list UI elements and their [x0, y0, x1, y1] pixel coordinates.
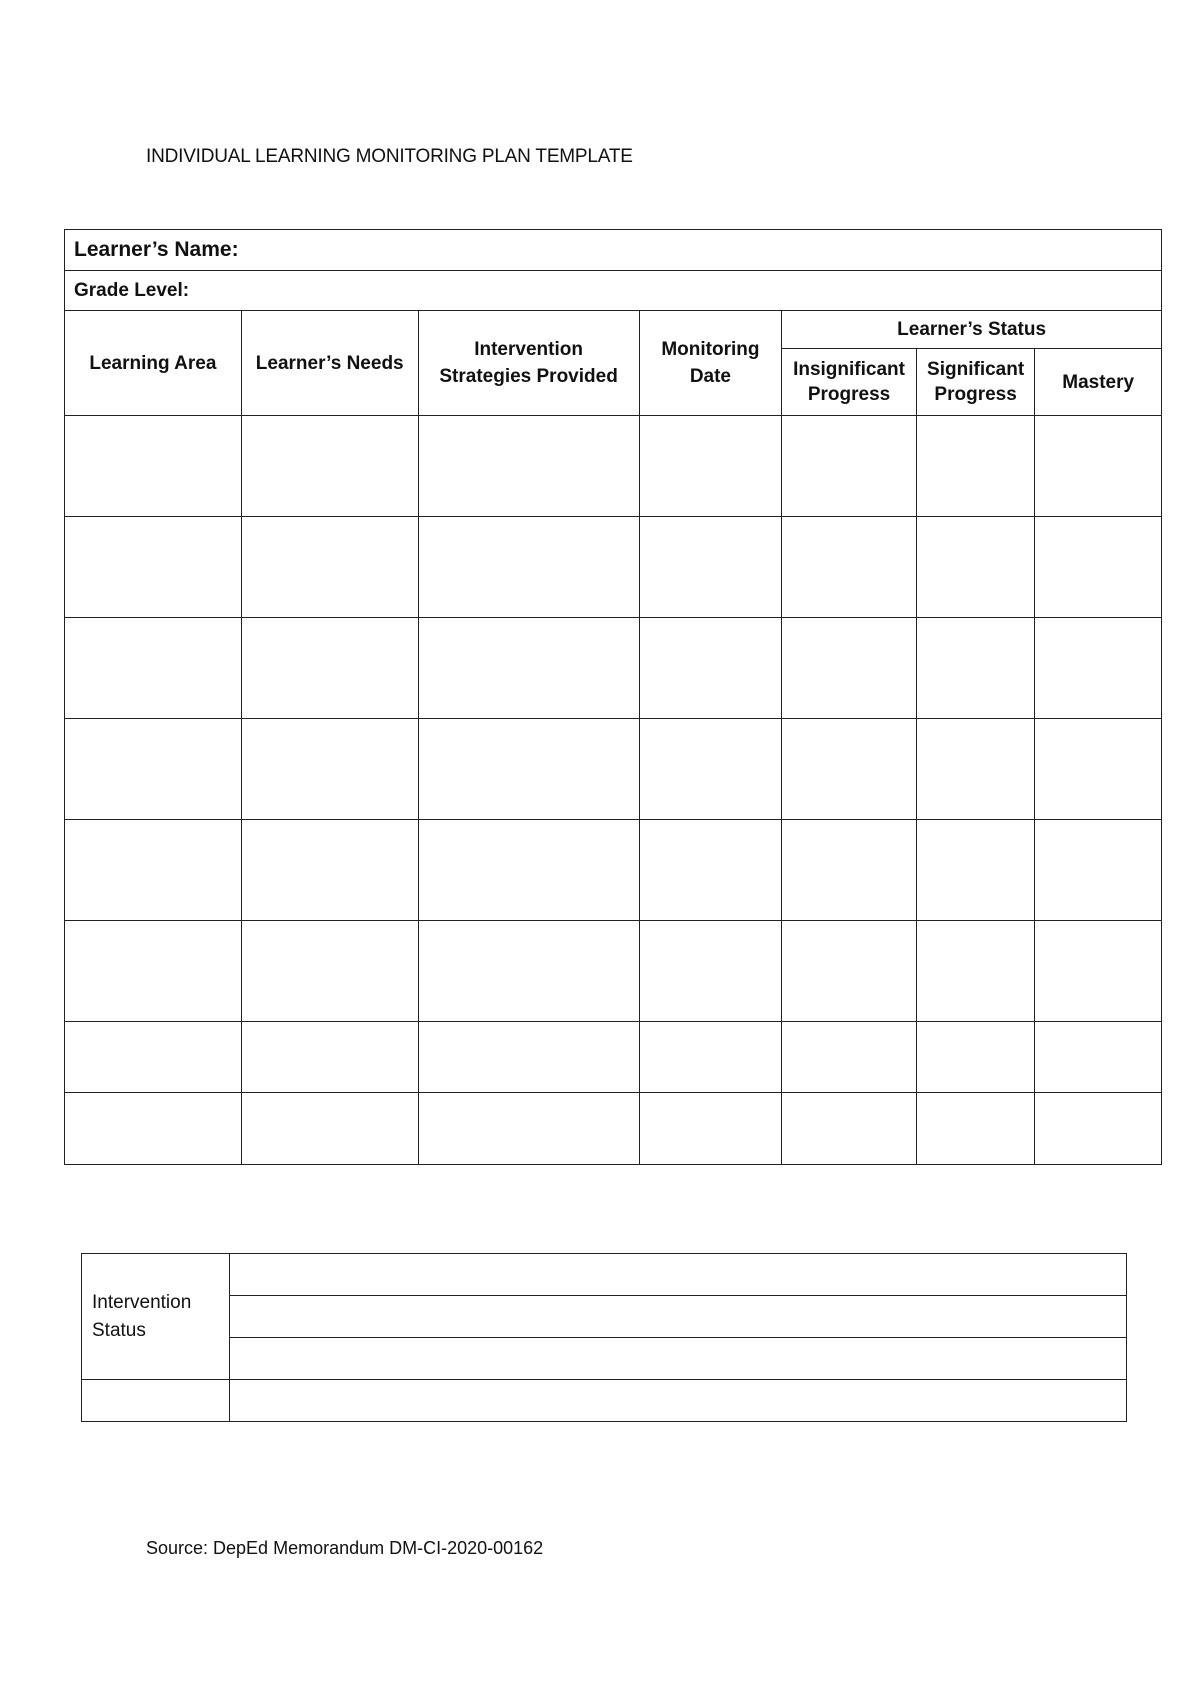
intervention-row [82, 1380, 1127, 1422]
cell-significant[interactable] [916, 1022, 1035, 1093]
cell-learners-needs[interactable] [241, 1022, 418, 1093]
cell-mastery[interactable] [1035, 719, 1162, 820]
intervention-row [82, 1254, 1127, 1296]
intervention-row [82, 1338, 1127, 1380]
monitoring-plan-table [64, 229, 1162, 1165]
intervention-status-line[interactable] [230, 1254, 1127, 1296]
table-row [65, 1093, 1162, 1165]
header-monitoring-line2: Date [689, 366, 731, 387]
header-learning-area [65, 311, 242, 416]
header-significant-line2: Progress [934, 384, 1017, 405]
learner-name-field[interactable] [65, 230, 1162, 271]
header-learners-needs [241, 311, 418, 416]
cell-learning-area[interactable] [65, 820, 242, 921]
cell-intervention[interactable] [418, 820, 639, 921]
cell-learning-area[interactable] [65, 1022, 242, 1093]
cell-intervention[interactable] [418, 416, 639, 517]
header-intervention-line1: Intervention [474, 339, 583, 360]
cell-significant[interactable] [916, 820, 1035, 921]
grade-level-row [65, 271, 1162, 311]
cell-learning-area[interactable] [65, 719, 242, 820]
cell-mastery[interactable] [1035, 517, 1162, 618]
cell-mastery[interactable] [1035, 1022, 1162, 1093]
source-note: Source: DepEd Memorandum DM-CI-2020-00162 [146, 1538, 544, 1558]
table-row [65, 618, 1162, 719]
header-insignificant-line2: Progress [807, 384, 891, 405]
cell-significant[interactable] [916, 1093, 1035, 1165]
intervention-extra-label-cell[interactable] [82, 1380, 230, 1422]
header-intervention-line2: Strategies Provided [439, 366, 618, 387]
header-row-top [65, 311, 1162, 349]
cell-insignificant[interactable] [782, 517, 917, 618]
table-row [65, 1022, 1162, 1093]
intervention-status-line[interactable] [230, 1338, 1127, 1380]
cell-mastery[interactable] [1035, 416, 1162, 517]
cell-monitoring-date[interactable] [639, 1022, 782, 1093]
learner-name-row [65, 230, 1162, 271]
header-mastery-label: Mastery [1062, 371, 1135, 393]
grade-level-field[interactable] [65, 271, 1162, 311]
learner-name-label: Learner’s Name: [74, 238, 239, 261]
cell-insignificant[interactable] [782, 820, 917, 921]
cell-learners-needs[interactable] [241, 719, 418, 820]
cell-monitoring-date[interactable] [639, 416, 782, 517]
intervention-extra-line[interactable] [230, 1380, 1127, 1422]
header-learning-area-label: Learning Area [89, 352, 217, 374]
cell-monitoring-date[interactable] [639, 820, 782, 921]
cell-intervention[interactable] [418, 921, 639, 1022]
header-monitoring-date [639, 311, 782, 416]
header-significant-progress [916, 349, 1035, 416]
header-monitoring-line1: Monitoring [661, 339, 760, 360]
intervention-status-table [81, 1253, 1127, 1422]
cell-monitoring-date[interactable] [639, 618, 782, 719]
cell-learners-needs[interactable] [241, 416, 418, 517]
cell-significant[interactable] [916, 416, 1035, 517]
cell-intervention[interactable] [418, 1093, 639, 1165]
header-significant-line1: Significant [927, 359, 1025, 380]
cell-learners-needs[interactable] [241, 921, 418, 1022]
table-row [65, 517, 1162, 618]
cell-learning-area[interactable] [65, 517, 242, 618]
cell-mastery[interactable] [1035, 921, 1162, 1022]
cell-learning-area[interactable] [65, 1093, 242, 1165]
intervention-label-line2: Status [92, 1319, 146, 1341]
cell-monitoring-date[interactable] [639, 1093, 782, 1165]
intervention-label-line1: Intervention [92, 1291, 192, 1313]
cell-monitoring-date[interactable] [639, 719, 782, 820]
intervention-status-label [82, 1254, 230, 1380]
cell-insignificant[interactable] [782, 719, 917, 820]
header-learners-status [782, 311, 1162, 349]
intervention-row [82, 1296, 1127, 1338]
cell-significant[interactable] [916, 921, 1035, 1022]
cell-insignificant[interactable] [782, 1022, 917, 1093]
cell-learners-needs[interactable] [241, 517, 418, 618]
table-row [65, 820, 1162, 921]
table-row [65, 921, 1162, 1022]
cell-learning-area[interactable] [65, 416, 242, 517]
cell-learning-area[interactable] [65, 921, 242, 1022]
header-learners-needs-label: Learner’s Needs [255, 352, 404, 374]
cell-learning-area[interactable] [65, 618, 242, 719]
cell-insignificant[interactable] [782, 1093, 917, 1165]
header-insignificant-progress [782, 349, 917, 416]
intervention-status-line[interactable] [230, 1296, 1127, 1338]
table-row [65, 719, 1162, 820]
cell-significant[interactable] [916, 618, 1035, 719]
table-row [65, 416, 1162, 517]
cell-mastery[interactable] [1035, 1093, 1162, 1165]
header-learners-status-label: Learner’s Status [897, 319, 1047, 340]
cell-learners-needs[interactable] [241, 820, 418, 921]
cell-mastery[interactable] [1035, 618, 1162, 719]
cell-learners-needs[interactable] [241, 618, 418, 719]
cell-insignificant[interactable] [782, 921, 917, 1022]
cell-monitoring-date[interactable] [639, 517, 782, 618]
cell-intervention[interactable] [418, 1022, 639, 1093]
header-insignificant-line1: Insignificant [793, 359, 905, 380]
cell-monitoring-date[interactable] [639, 921, 782, 1022]
document-title: INDIVIDUAL LEARNING MONITORING PLAN TEMPLATE [146, 146, 633, 167]
cell-intervention[interactable] [418, 618, 639, 719]
cell-intervention[interactable] [418, 719, 639, 820]
header-mastery [1035, 349, 1162, 416]
cell-intervention[interactable] [418, 517, 639, 618]
grade-level-label: Grade Level: [74, 279, 190, 301]
cell-mastery[interactable] [1035, 820, 1162, 921]
header-intervention-strategies [418, 311, 639, 416]
cell-insignificant[interactable] [782, 618, 917, 719]
cell-significant[interactable] [916, 517, 1035, 618]
cell-insignificant[interactable] [782, 416, 917, 517]
cell-significant[interactable] [916, 719, 1035, 820]
cell-learners-needs[interactable] [241, 1093, 418, 1165]
